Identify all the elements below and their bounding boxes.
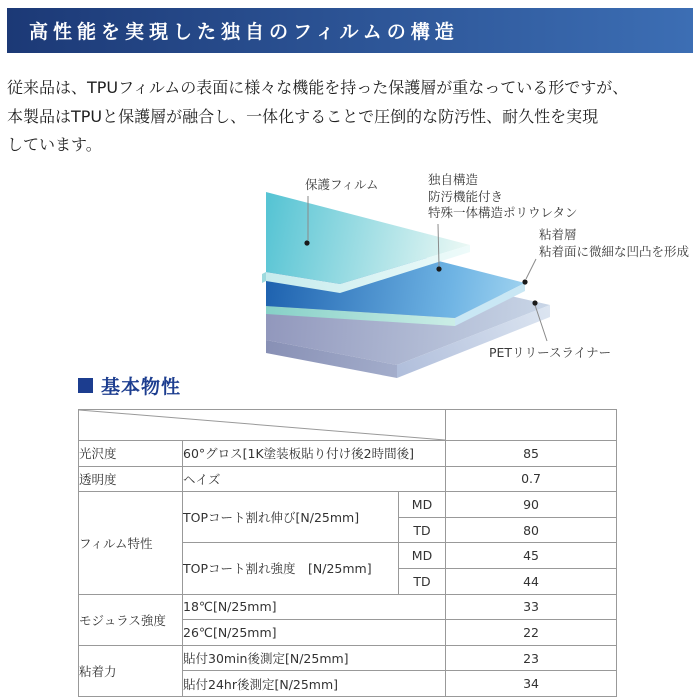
test-name-cell: 貼付24hr後測定[N/25mm] [183,671,446,697]
intro-line: 本製品はTPUと保護層が融合し、一体化することで圧倒的な防汚性、耐久性を実現 [7,106,599,126]
basic-properties-table [78,409,617,697]
product-header-cell: ECHELON Headlight PPF [446,410,617,441]
test-name-cell: TOPコート割れ強度 [N/25mm] [183,543,399,594]
heading-square-icon [78,378,93,393]
test-name-cell: 18℃[N/25mm] [183,595,446,621]
section-heading [78,372,181,399]
value-cell: 85 [446,441,617,467]
direction-cell: TD [399,518,446,544]
value-cell: 23 [446,646,617,672]
property-group-cell: フィルム特性 [79,492,183,594]
intro-paragraph [7,74,697,160]
value-cell: 22 [446,620,617,646]
property-group-cell: 光沢度 [79,441,183,467]
table-corner-cell [79,410,446,441]
label-line: 粘着面に微細な凹凸を形成 [539,243,690,259]
property-group-cell: 粘着力 [79,646,183,697]
test-name-cell: 60°グロス[1K塗装板貼り付け後2時間後] [183,441,446,467]
test-name-cell: 貼付30min後測定[N/25mm] [183,646,446,672]
label-unique-structure [428,172,578,222]
value-cell: 34 [446,671,617,697]
test-name-cell: TOPコート割れ伸び[N/25mm] [183,492,399,543]
protective-film-left-cap [262,272,266,283]
property-group-cell: 透明度 [79,467,183,493]
intro-line: しています。 [7,135,102,154]
direction-cell: MD [399,543,446,569]
value-cell: 33 [446,595,617,621]
value-cell: 45 [446,543,617,569]
section-banner [7,8,693,53]
direction-cell: TD [399,569,446,595]
label-adhesive-layer [539,227,689,260]
intro-line: 従来品は、TPUフィルムの表面に様々な機能を持った保護層が重なっている形ですが、 [7,78,629,97]
label-protective-film: 保護フィルム [305,177,379,192]
label-line: 粘着層 [539,227,577,242]
value-cell: 80 [446,518,617,544]
value-cell: 44 [446,569,617,595]
property-group-cell: モジュラス強度 [79,595,183,646]
value-cell: 90 [446,492,617,518]
banner-title: 高性能を実現した独自のフィルムの構造 [29,21,459,43]
label-line: 防汚機能付き [428,188,504,204]
label-pet-liner: PETリリースライナー [489,345,612,360]
diagonal-line [79,410,445,440]
value-cell: 0.7 [446,467,617,493]
test-name-cell: ヘイズ [183,467,446,493]
label-line: 特殊一体構造ポリウレタン [428,205,578,220]
direction-cell: MD [399,492,446,518]
section-title: 基本物性 [101,376,182,398]
label-line: 独自構造 [428,172,479,187]
test-name-cell: 26℃[N/25mm] [183,620,446,646]
